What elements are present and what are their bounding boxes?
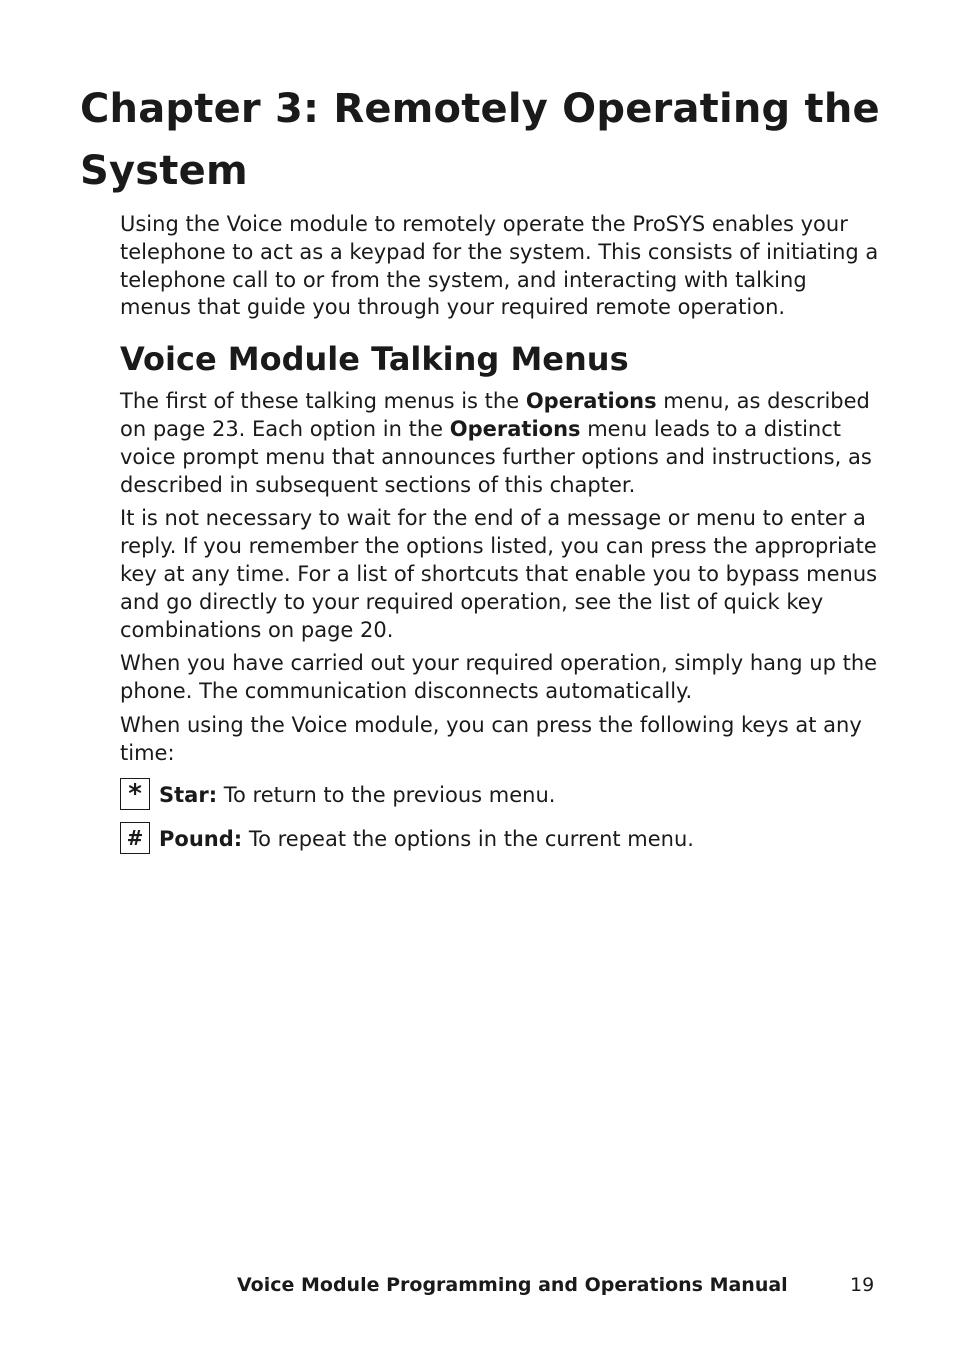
keys-intro-paragraph: When using the Voice module, you can press the following keys at any time:	[120, 712, 862, 765]
key-item-pound	[120, 822, 880, 854]
intro-paragraph: Using the Voice module to remotely operate the ProSYS enables your telephone to act as a keypad for the system. This consists of initiating a telephone call to or from the system, and interacting with talking menus that guide you through your required remote operation.	[120, 212, 879, 320]
pound-key-icon: #	[120, 822, 150, 854]
key-text: To return to the previous menu.	[217, 782, 556, 807]
star-key-icon: *	[120, 778, 150, 810]
text-span: menu leads to a distinct voice prompt menu that announces further options and instructions, as described in subsequent sections of this chapter.	[120, 416, 872, 497]
page-number: 19	[850, 1274, 875, 1296]
key-description	[159, 822, 694, 854]
hang-up-paragraph: When you have carried out your required operation, simply hang up the phone. The communication disconnects automatically.	[120, 651, 878, 704]
operations-term: Operations	[525, 389, 657, 414]
shortcut-paragraph: It is not necessary to wait for the end of a message or menu to enter a reply. If you remember the options listed, you can press the appropriate key at any time. For a list of shortcuts that enable you to bypass menus and go directly to your required operation, see the list of quick key combinations on page 20.	[120, 506, 878, 642]
page-footer	[0, 1274, 954, 1304]
text-span: menu, as described on page 23. Each option in the	[120, 389, 870, 441]
key-item-star	[120, 778, 880, 810]
operations-term: Operations	[449, 416, 581, 441]
key-text: To repeat the options in the current menu.	[242, 826, 694, 851]
manual-title: Voice Module Programming and Operations Manual	[237, 1274, 788, 1296]
text-span: The first of these talking menus is the	[120, 389, 526, 414]
key-label: Pound:	[159, 826, 243, 851]
section-heading: Voice Module Talking Menus	[120, 340, 629, 379]
key-list	[120, 778, 880, 854]
main-content	[120, 211, 880, 866]
key-description	[159, 778, 555, 810]
operations-paragraph	[120, 388, 880, 499]
key-label: Star:	[159, 782, 218, 807]
chapter-title: Chapter 3: Remotely Operating the System	[80, 86, 880, 194]
